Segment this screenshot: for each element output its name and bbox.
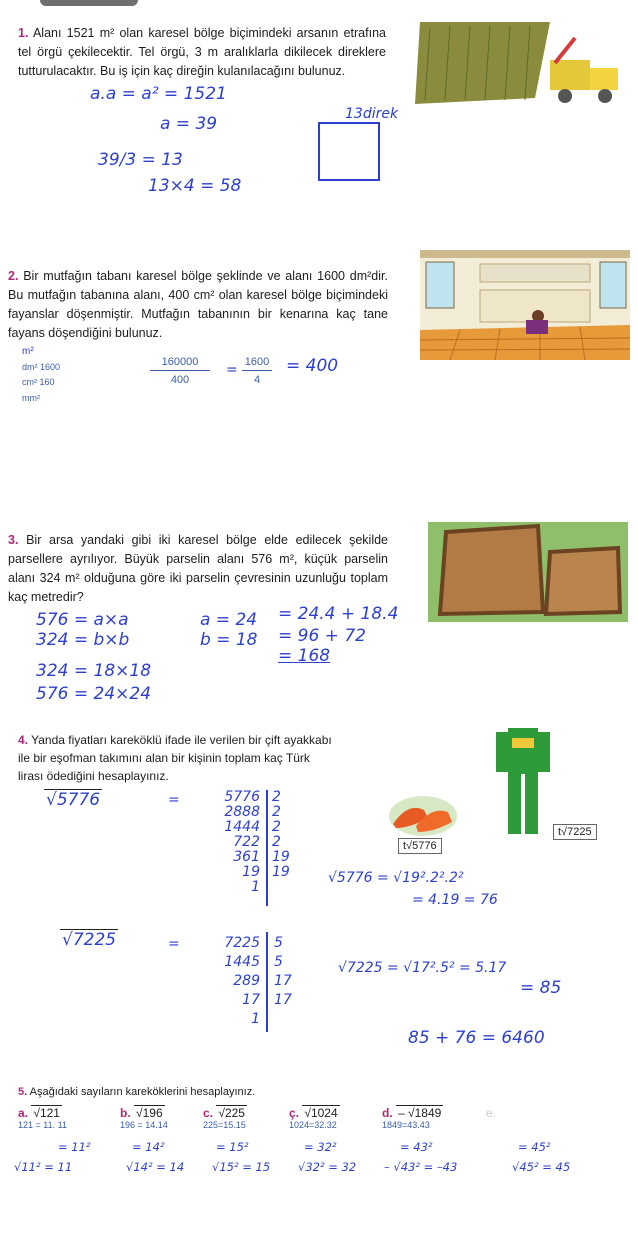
division-step: 1 xyxy=(251,1011,260,1027)
division-factor: 19 xyxy=(272,864,290,880)
q1-work-line-3: 39/3 = 13 xyxy=(98,150,183,170)
q2-unit-2: dm² 1600 xyxy=(22,362,61,372)
item-label: d. xyxy=(382,1106,393,1120)
q4-result-2a: √7225 = √17².5² = 5.17 xyxy=(338,960,507,976)
question-number: 4. xyxy=(18,733,29,747)
tracksuit-illustration xyxy=(494,720,552,838)
division-factor: 2 xyxy=(272,819,281,835)
tracksuit-price-tag: t√7225 xyxy=(553,824,597,840)
q4-result-1b: = 4.19 = 76 xyxy=(412,892,498,908)
division-1-line xyxy=(266,790,268,906)
equals-sign: = xyxy=(226,362,238,378)
q1-work-line-1: a.a = a² = 1521 xyxy=(90,84,227,104)
question-number: 1. xyxy=(18,26,29,40)
division-factor: 19 xyxy=(272,849,290,865)
item-note: 225=15.15 xyxy=(203,1120,246,1130)
division-step: 2888 xyxy=(224,804,260,820)
question-number: 5. xyxy=(18,1086,28,1098)
q4-total: 85 + 76 = 6460 xyxy=(408,1028,545,1048)
shoes-illustration xyxy=(388,780,458,836)
q5-item-cc xyxy=(289,1106,379,1130)
q1-work-line-2: a = 39 xyxy=(160,114,218,134)
division-step: 7225 xyxy=(224,935,260,951)
division-step: 1 xyxy=(251,879,260,895)
item-expression: √121 xyxy=(33,1106,60,1120)
fraction-denominator: 400 xyxy=(170,374,190,386)
q2-fraction-1 xyxy=(150,356,210,386)
q3-work-left-3: 324 = 18×18 xyxy=(36,661,152,681)
q4-root-1 xyxy=(44,790,102,810)
q5-item-b xyxy=(120,1106,210,1130)
item-label: c. xyxy=(203,1106,214,1120)
q5-item-e xyxy=(486,1106,546,1120)
land-parcels-illustration xyxy=(428,522,628,622)
item-expression: √196 xyxy=(136,1106,163,1120)
q5-d-work-2: – √43² = –43 xyxy=(384,1160,458,1174)
item-expression: √225 xyxy=(218,1106,245,1120)
fraction-numerator: 1600 xyxy=(242,356,272,371)
shoes-price-tag: t√5776 xyxy=(398,838,442,854)
item-note: 1024=32.32 xyxy=(289,1120,337,1130)
sqrt-5776: √5776 xyxy=(46,790,101,810)
q3-work-right-2: = 96 + 72 xyxy=(278,626,366,646)
q5-item-c xyxy=(203,1106,288,1130)
kitchen-illustration xyxy=(420,250,630,360)
q5-e-work-1: = 45² xyxy=(518,1140,551,1154)
q3-work-left-2: 324 = b×b xyxy=(36,630,130,650)
header-tab xyxy=(40,0,138,6)
question-number: 2. xyxy=(8,269,19,283)
q2-unit-1: m² xyxy=(22,346,34,357)
sqrt-7225: √7225 xyxy=(62,930,117,950)
item-label: b. xyxy=(120,1106,131,1120)
field-crane-illustration xyxy=(410,18,625,108)
division-step: 722 xyxy=(233,834,260,850)
item-label: ç. xyxy=(289,1106,300,1120)
question-5 xyxy=(18,1083,255,1102)
q3-work-right-1: = 24.4 + 18.4 xyxy=(278,604,399,624)
item-note: 1849=43.43 xyxy=(382,1120,430,1130)
division-2-right xyxy=(274,934,292,1010)
q5-a-work-2: √11² = 11 xyxy=(14,1160,73,1174)
division-step: 1444 xyxy=(224,819,260,835)
q5-cc-work-2: √32² = 32 xyxy=(298,1160,357,1174)
item-expression: √1024 xyxy=(304,1106,338,1120)
division-step: 289 xyxy=(233,973,260,989)
division-step: 5776 xyxy=(224,789,260,805)
division-1-right xyxy=(272,790,290,880)
q2-unit-3: cm² 160 xyxy=(22,377,55,387)
division-1-left xyxy=(198,790,260,895)
question-text: Alanı 1521 m² olan karesel bölge biçimindeki arsanın etrafına tel örgü çekilecektir. Tel örgü, 3 m aralıklarla dikilecek direklere tutturulacaktır. Bu iş için kaç direğin kulanılacağını bulunuz. xyxy=(18,26,386,78)
division-2-line xyxy=(266,932,268,1032)
item-label: e. xyxy=(486,1106,497,1120)
q3-work-left-1: 576 = a×a xyxy=(36,610,129,630)
item-note: 196 = 14.14 xyxy=(120,1120,168,1130)
question-2 xyxy=(8,267,388,343)
division-factor: 5 xyxy=(274,954,283,970)
q3-work-mid-1: a = 24 xyxy=(200,610,258,630)
q2-result: = 400 xyxy=(286,356,339,376)
equals-sign: = xyxy=(168,792,180,808)
q5-d-work-1: = 43² xyxy=(400,1140,433,1154)
division-factor: 17 xyxy=(274,973,292,989)
question-text: Yanda fiyatları kareköklü ifade ile verilen bir çift ayakkabı ile bir eşofman takımını alan bir kişinin toplam kaç Türk lirası ödediğini hesaplayınız. xyxy=(18,733,332,783)
q3-work-left-4: 576 = 24×24 xyxy=(36,684,152,704)
square-sketch xyxy=(318,122,380,181)
question-4 xyxy=(18,731,338,785)
item-note: 121 = 11. 11 xyxy=(18,1120,67,1130)
division-step: 1445 xyxy=(224,954,260,970)
question-text: Bir arsa yandaki gibi iki karesel bölge elde edilecek şekilde parsellere ayrılıyor. Büyük parselin alanı 576 m², küçük parselin alanı 324 m² olduğuna göre iki parselin çevresinin uzunluğu toplam kaç metredir? xyxy=(8,533,388,604)
q4-root-2 xyxy=(60,930,118,950)
item-expression: – √1849 xyxy=(398,1106,442,1120)
division-factor: 17 xyxy=(274,992,292,1008)
division-factor: 2 xyxy=(272,834,281,850)
q1-work-line-4: 13×4 = 58 xyxy=(148,176,242,196)
question-text: Bir mutfağın tabanı karesel bölge şeklinde ve alanı 1600 dm²dir. Bu mutfağın tabanına alanı, 400 cm² olan karesel bölge biçimindeki fayanslar döşenmiştir. Mutfağın tabanının bir kenarına kaç tane fayans döşendiğini bulunuz. xyxy=(8,269,388,340)
division-step: 17 xyxy=(242,992,260,1008)
q5-a-work-1: = 11² xyxy=(58,1140,91,1154)
q5-b-work-1: = 14² xyxy=(132,1140,165,1154)
item-label: a. xyxy=(18,1106,29,1120)
q3-work-mid-2: b = 18 xyxy=(200,630,258,650)
q5-item-d xyxy=(382,1106,482,1130)
q5-cc-work-1: = 32² xyxy=(304,1140,337,1154)
question-3 xyxy=(8,531,388,607)
q3-work-right-3: = 168 xyxy=(278,646,331,666)
q5-e-work-2: √45² = 45 xyxy=(512,1160,571,1174)
fraction-numerator: 160000 xyxy=(150,356,210,371)
q5-c-work-1: = 15² xyxy=(216,1140,249,1154)
q5-b-work-2: √14² = 14 xyxy=(126,1160,185,1174)
division-step: 361 xyxy=(233,849,260,865)
q1-note: 13direk xyxy=(345,106,399,122)
q4-result-2b: = 85 xyxy=(520,978,562,998)
question-text: Aşağıdaki sayıların kareköklerini hesaplayınız. xyxy=(29,1086,256,1098)
q5-c-work-2: √15² = 15 xyxy=(212,1160,271,1174)
division-2-left xyxy=(198,934,260,1029)
division-step: 19 xyxy=(242,864,260,880)
question-number: 3. xyxy=(8,533,19,547)
division-factor: 5 xyxy=(274,935,283,951)
q5-item-a xyxy=(18,1106,114,1130)
q4-result-1a: √5776 = √19².2².2² xyxy=(328,870,464,886)
division-factor: 2 xyxy=(272,804,281,820)
question-1 xyxy=(18,24,386,81)
q2-unit-4: mm² xyxy=(22,393,40,403)
q2-fraction-2 xyxy=(242,356,272,386)
fraction-denominator: 4 xyxy=(253,374,261,386)
division-factor: 2 xyxy=(272,789,281,805)
equals-sign: = xyxy=(168,936,180,952)
